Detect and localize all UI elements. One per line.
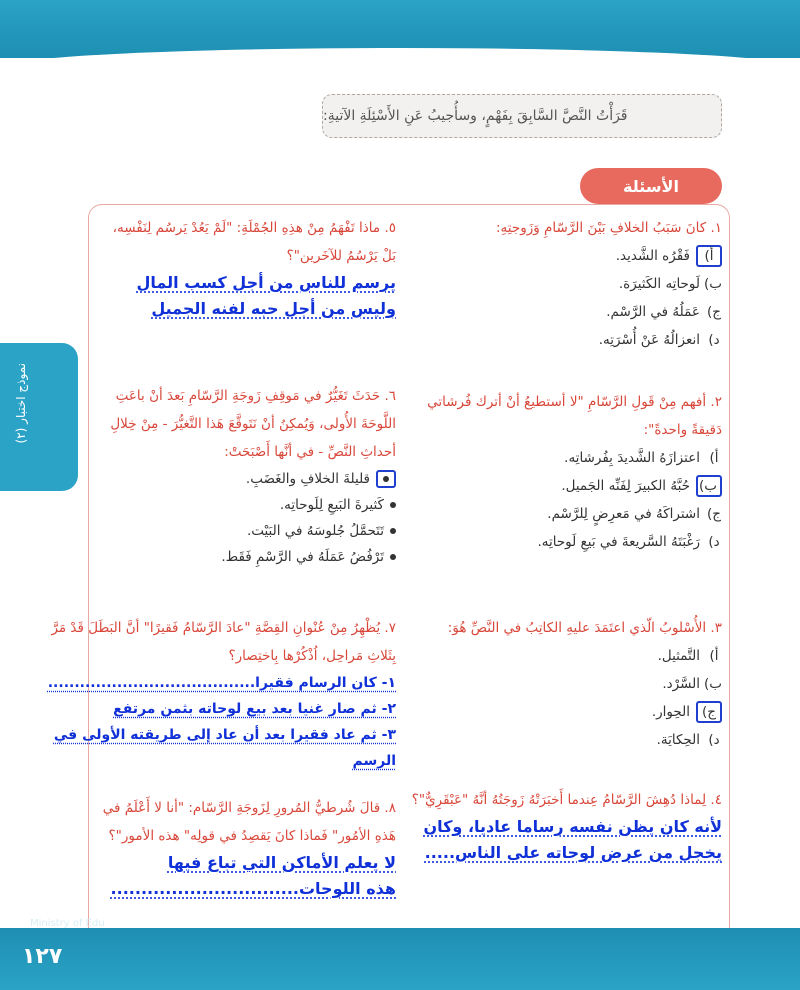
header-band <box>0 0 800 58</box>
option-1b[interactable]: ب) لَوحاتِه الكَثيرَة. <box>618 276 722 292</box>
answer-4-line-2[interactable]: يخجل من عرض لوحاته على الناس..... <box>424 843 722 862</box>
question-8-text: ٨. قالَ شُرطيُّ المُرورِ لِزَوجَةِ الرَّسّام: "أنا لا أَعْلَمُ في هَذهِ الأمُور" فَماذا كانَ يَقصِدُ في قولِه" هذه الأمور"؟ <box>102 800 396 844</box>
page-number: ١٢٧ <box>22 944 63 969</box>
question-5 <box>100 214 396 322</box>
question-1-text: ١. كانَ سَبَبُ الخلافِ بَيْنَ الرَّسّامِ وَزَوجتِهِ: <box>496 220 722 236</box>
option-6c[interactable]: تَتَحمَّلُ جُلوسَهُ في البَيْت. <box>100 518 396 544</box>
instruction-box: قَرَأْتُ النَّصَّ السَّابِقَ بِفَهْمٍ، وسأُجيبُ عَنِ الأَسْئِلَةِ الآتيةِ: <box>322 94 722 138</box>
answer-7-line-1[interactable]: ١- كان الرسام فقيرا....................................... <box>47 675 396 691</box>
option-3a[interactable]: أ) التَّمثيل. <box>657 648 719 664</box>
answer-7-line-3[interactable]: ٣- ثم عاد فقيرا بعد أن عاد إلى طريقته الأولى في الرسم <box>53 727 396 769</box>
answer-8-line-2[interactable]: هذه اللوحات............................... <box>110 879 396 898</box>
question-3 <box>400 614 722 754</box>
question-2 <box>400 388 722 556</box>
answer-7-line-2[interactable]: ٢- ثم صار غنيا بعد بيع لوحاته بثمن مرتفع <box>113 701 396 717</box>
option-3c[interactable]: ج) الحِوار. <box>400 698 722 726</box>
option-3d[interactable]: د) الحِكايَة. <box>656 732 720 748</box>
question-7-text: ٧. يُظْهِرُ مِنْ عُنْوانِ القِصَّةِ "عادَ الرَّسّامُ فَقيرًا" أنَّ البَطَلَ قَدْ مَرَّ بِثَلاثِ مَراحِل، اُذْكُرْها بِاختِصار؟ <box>51 620 396 664</box>
question-2-text: ٢. أفهم مِنْ قَولِ الرَّسّامِ "لا أستطيعُ أنْ أترك فُرشاتي دَقيقةً واحدةً": <box>427 394 722 438</box>
question-8 <box>100 794 396 902</box>
question-6-text: ٦. حَدَثَ تَغَيُّرٌ في مَوقِفِ زَوجَةِ الرَّسّامِ بَعدَ أنْ باعَتِ اللَّوحَةَ الأُولى، وَيُمكِنُ أنْ نَتَوقَّعَ هَذا التَّغيُّرَ - مِنْ خِلالِ أحداثِ النَّصِّ - في أنَّها أَصْبَحَتْ: <box>110 388 396 460</box>
option-2c[interactable]: ج) اشتراكَهُ في مَعرِضٍ لِلرَّسْم. <box>547 506 721 522</box>
side-tab-label: نموذج اختبار (٢) <box>14 363 28 444</box>
section-title: الأسئلة <box>580 168 722 204</box>
question-3-text: ٣. الأُسْلوبُ الّذي اعتَمَدَ عليهِ الكاتِبُ في النَّصِّ هُوَ: <box>447 620 722 636</box>
option-6d[interactable]: تَرْفُضُ عَمَلَهُ في الرَّسْمِ فَقَط. <box>100 544 396 570</box>
answer-8-line-1[interactable]: لا يعلم الأماكن التي تباع فيها <box>167 853 396 872</box>
question-1 <box>400 214 722 354</box>
option-1c[interactable]: ج) عَمَلُهُ في الرَّسْم. <box>606 304 721 320</box>
option-6a[interactable]: قليلةَ الخلافِ والغَضَبِ. <box>100 466 396 492</box>
option-2a[interactable]: أ) اعتزازَهُ الشَّديدَ بِفُرشاتِه. <box>564 450 719 466</box>
option-2b[interactable]: ب) حُبَّهُ الكبيرَ لِفَنِّه الجَميل. <box>400 472 722 500</box>
question-4 <box>400 786 722 866</box>
option-1a[interactable]: أ) فَقْرُه الشَّديد. <box>400 242 722 270</box>
option-6b[interactable]: كَثيرةَ البَيعِ لِلَوحاتِه. <box>100 492 396 518</box>
watermark: Ministry of Edu <box>30 918 105 929</box>
option-1d[interactable]: د) انعزالُهُ عَنْ أُسْرَتِه. <box>598 332 720 348</box>
answer-5-line-2[interactable]: وليس من أجل حبه لفنه الجميل <box>151 299 396 318</box>
question-4-text: ٤. لِماذا دُهِشَ الرَّسّامُ عِندما أَخبَرَتْهُ زَوجَتُهُ أنَّهُ "عَبْقَرِيٌّ"؟ <box>411 792 722 808</box>
option-2d[interactable]: د) رَغْبَتَهُ السَّريعةَ في بَيعِ لَوحاتِه. <box>537 534 720 550</box>
question-6 <box>100 382 396 570</box>
question-7 <box>30 614 396 774</box>
question-5-text: ٥. ماذا تَفْهَمُ مِنْ هذِهِ الجُمْلَةِ: "لَمْ يَعُدْ يَرسُم لِنَفْسِه، بَلْ يَرْسُمُ للآخَرين"؟ <box>112 220 396 264</box>
footer-band <box>0 928 800 990</box>
answer-5-line-1[interactable]: يرسم للناس من أجل كسب المال <box>136 273 396 292</box>
option-3b[interactable]: ب) السَّرْد. <box>662 676 722 692</box>
side-tab <box>0 343 78 491</box>
answer-4-line-1[interactable]: لأنه كان يظن نفسه رساما عاديا، وكان <box>423 817 722 836</box>
